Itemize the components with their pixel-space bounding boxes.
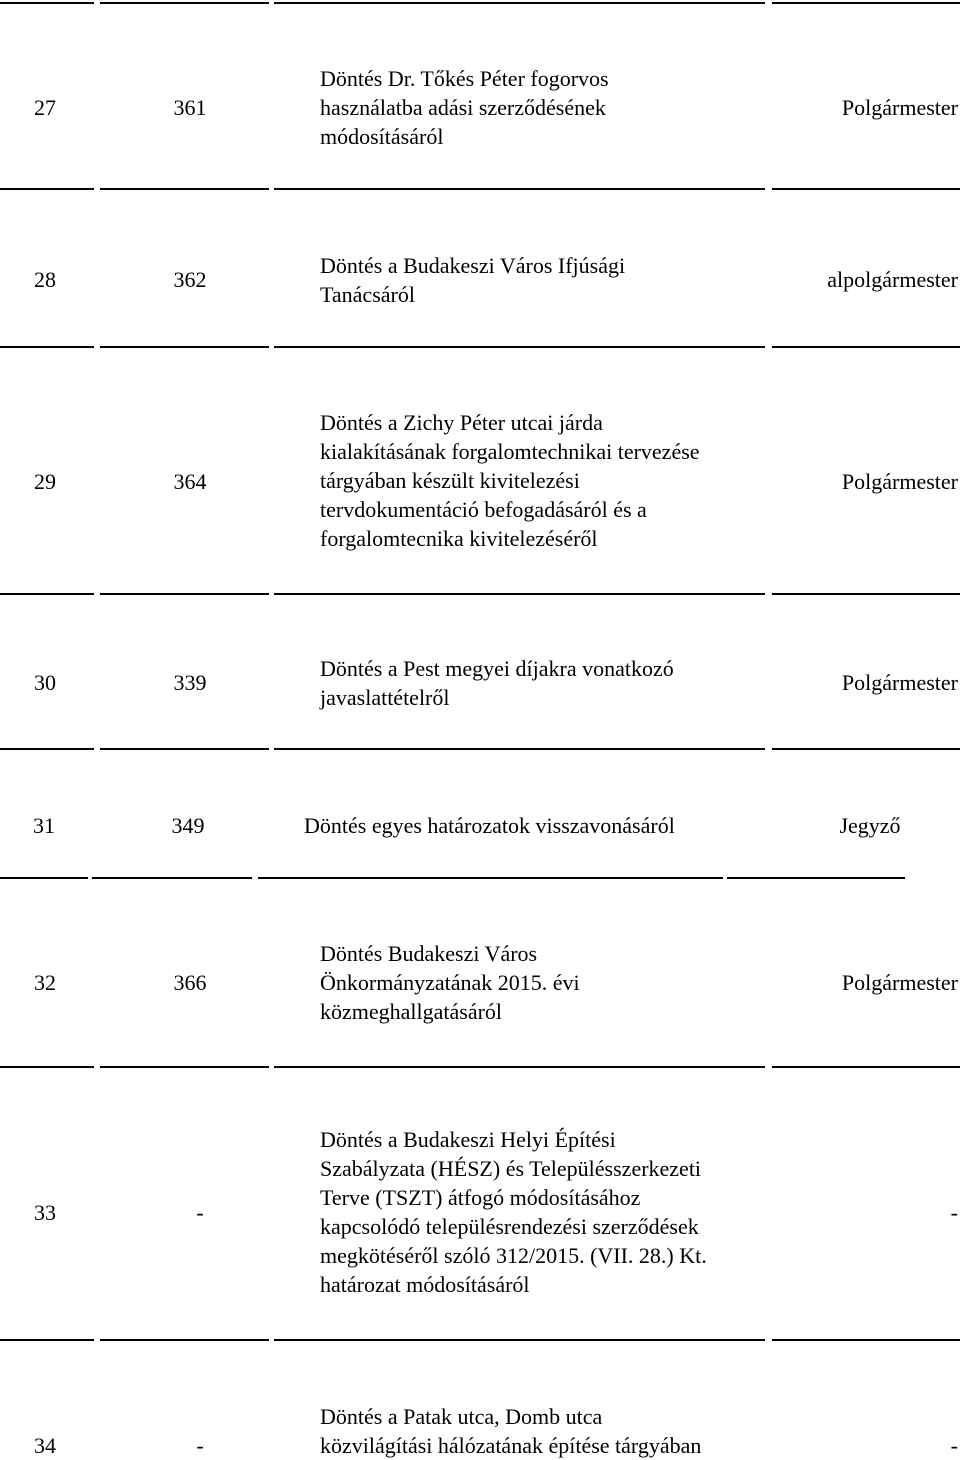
- row-divider: [0, 877, 88, 879]
- agenda-description: [320, 251, 625, 309]
- presenter: -: [950, 1200, 958, 1225]
- description-line: Tanácsáról: [320, 282, 415, 307]
- row-divider: [0, 346, 94, 348]
- presenter: Polgármester: [841, 970, 958, 995]
- resolution-ref: -: [196, 1433, 204, 1458]
- row-divider: [772, 188, 960, 190]
- description-line: közvilágítási hálózatának építése tárgyában: [320, 1433, 702, 1458]
- description-line: kialakításának forgalomtechnikai tervezése: [320, 439, 700, 464]
- description-line: kapcsolódó településrendezési szerződések: [320, 1214, 699, 1239]
- row-divider: [772, 346, 960, 348]
- row-divider: [772, 748, 960, 750]
- row-divider: [0, 748, 94, 750]
- row-divider: [274, 346, 765, 348]
- description-line: módosításáról: [320, 124, 444, 149]
- description-line: Döntés a Pest megyei díjakra vonatkozó: [320, 656, 674, 681]
- description-line: forgalomtecnika kivitelezéséről: [320, 526, 598, 551]
- agenda-description: [320, 1125, 707, 1299]
- description-line: Döntés a Zichy Péter utcai járda: [320, 410, 603, 435]
- description-line: megkötéséről szóló 312/2015. (VII. 28.) Kt.: [320, 1243, 707, 1268]
- row-divider: [274, 1066, 765, 1068]
- agenda-description: [320, 64, 609, 151]
- row-divider: [274, 1339, 765, 1341]
- agenda-description: [304, 811, 675, 840]
- row-divider: [772, 1339, 960, 1341]
- description-line: Terve (TSZT) átfogó módosításához: [320, 1185, 641, 1210]
- description-line: Döntés Budakeszi Város: [320, 941, 538, 966]
- description-line: javaslattételről: [320, 685, 450, 710]
- row-number: 27: [34, 95, 56, 120]
- resolution-ref: 364: [173, 469, 207, 494]
- description-line: Önkormányzatának 2015. évi: [320, 970, 580, 995]
- row-divider: [274, 2, 765, 4]
- resolution-ref: 361: [173, 95, 207, 120]
- presenter: Jegyző: [839, 813, 901, 838]
- row-divider: [0, 2, 94, 4]
- row-divider: [100, 593, 269, 595]
- description-line: tárgyában készült kivitelezési: [320, 468, 580, 493]
- row-number: 32: [34, 970, 56, 995]
- row-number: 33: [34, 1200, 56, 1225]
- row-divider: [100, 748, 269, 750]
- presenter: Polgármester: [841, 95, 958, 120]
- description-line: tervdokumentáció befogadásáról és a: [320, 497, 647, 522]
- row-divider: [274, 748, 765, 750]
- row-divider: [100, 188, 269, 190]
- row-number: 30: [34, 670, 56, 695]
- agenda-description: [320, 408, 700, 553]
- row-divider: [100, 1066, 269, 1068]
- description-line: határozat módosításáról: [320, 1272, 530, 1297]
- row-divider: [0, 593, 94, 595]
- description-line: Döntés a Budakeszi Város Ifjúsági: [320, 253, 626, 278]
- presenter: -: [950, 1433, 958, 1458]
- agenda-description: [320, 1402, 701, 1460]
- description-line: közmeghallgatásáról: [320, 999, 503, 1024]
- presenter: Polgármester: [841, 670, 958, 695]
- row-divider: [274, 188, 765, 190]
- description-line: Döntés egyes határozatok visszavonásáról: [304, 813, 675, 838]
- row-number: 31: [33, 813, 55, 838]
- description-line: Döntés Dr. Tőkés Péter fogorvos: [320, 66, 609, 91]
- agenda-description: [320, 939, 580, 1026]
- resolution-ref: 349: [171, 813, 205, 838]
- row-divider: [0, 1339, 94, 1341]
- description-line: Döntés a Patak utca, Domb utca: [320, 1404, 603, 1429]
- row-number: 28: [34, 267, 56, 292]
- resolution-ref: 339: [173, 670, 207, 695]
- row-divider: [0, 1066, 94, 1068]
- presenter: alpolgármester: [827, 267, 958, 292]
- row-divider: [100, 1339, 269, 1341]
- description-line: Döntés a Budakeszi Helyi Építési: [320, 1127, 616, 1152]
- row-divider: [274, 593, 765, 595]
- row-divider: [92, 877, 252, 879]
- row-number: 29: [34, 469, 56, 494]
- row-divider: [772, 2, 960, 4]
- resolution-ref: 362: [173, 267, 207, 292]
- row-number: 34: [34, 1433, 56, 1458]
- row-divider: [100, 346, 269, 348]
- row-divider: [0, 188, 94, 190]
- row-divider: [258, 877, 723, 879]
- resolution-ref: 366: [173, 970, 207, 995]
- row-divider: [772, 593, 960, 595]
- agenda-description: [320, 654, 674, 712]
- description-line: használatba adási szerződésének: [320, 95, 606, 120]
- row-divider: [727, 877, 905, 879]
- description-line: Szabályzata (HÉSZ) és Településszerkezeti: [320, 1156, 702, 1181]
- resolution-ref: -: [196, 1200, 204, 1225]
- presenter: Polgármester: [841, 469, 958, 494]
- row-divider: [100, 2, 269, 4]
- row-divider: [772, 1066, 960, 1068]
